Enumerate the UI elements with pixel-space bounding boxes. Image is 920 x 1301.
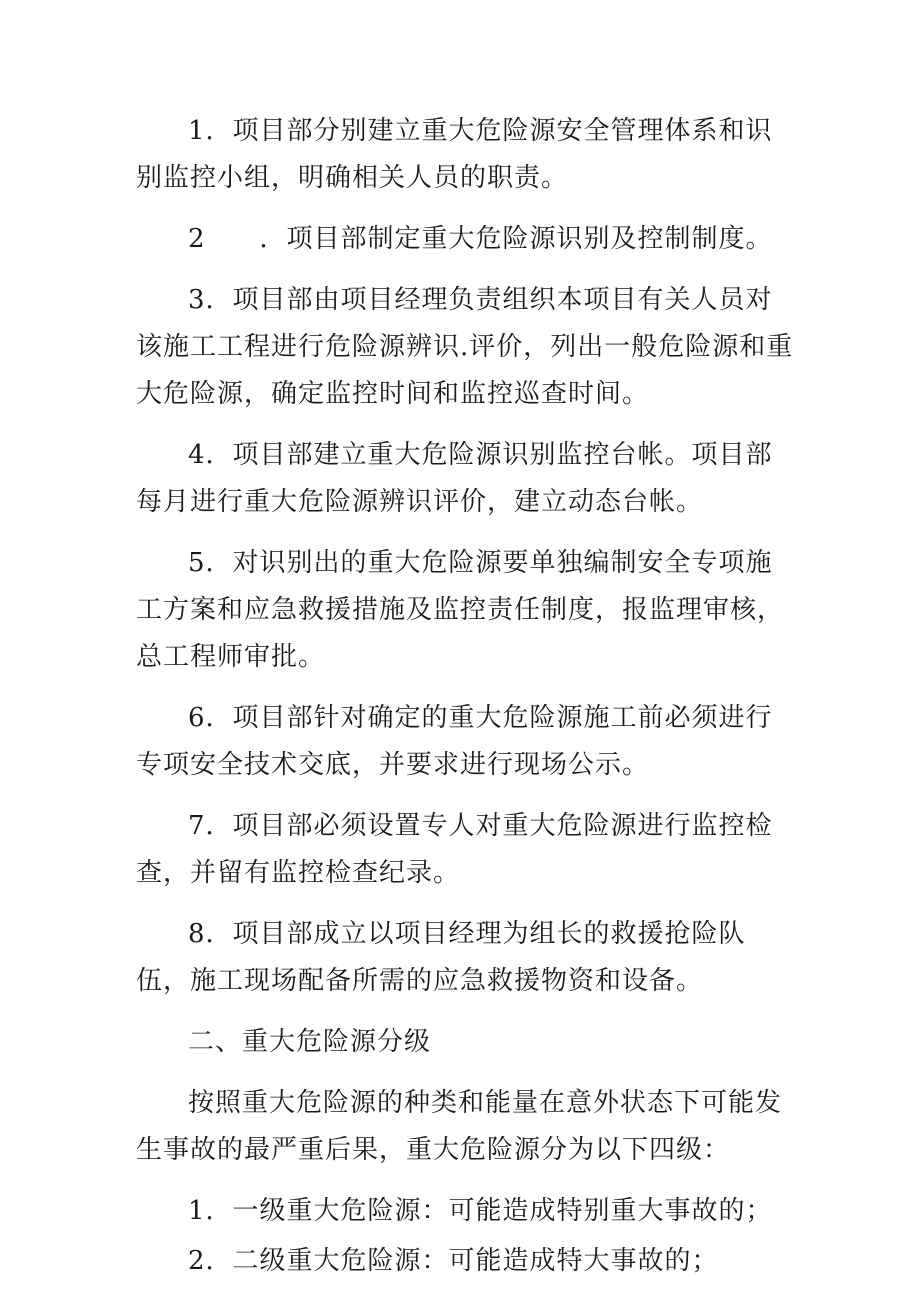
paragraph-item-2: 2 ．项目部制定重大危险源识别及控制制度。	[188, 224, 773, 254]
level-item-1: 1．一级重大危险源：可能造成特别重大事故的；	[188, 1196, 773, 1226]
level-item-2: 2．二级重大危险源：可能造成特大事故的；	[188, 1246, 719, 1276]
paragraph-item-4: 4．项目部建立重大危险源识别监控台帐。项目部每月进行重大危险源辨识评价，建立动态台帐。	[136, 440, 773, 517]
paragraph-item-7: 7．项目部必须设置专人对重大危险源进行监控检查，并留有监控检查纪录。	[136, 811, 773, 888]
document-body	[136, 108, 798, 1288]
paragraph-item-6: 6．项目部针对确定的重大危险源施工前必须进行专项安全技术交底，并要求进行现场公示。	[136, 703, 773, 780]
section-intro-paragraph: 按照重大危险源的种类和能量在意外状态下可能发生事故的最严重后果，重大危险源分为以下四级：	[136, 1088, 783, 1165]
paragraph-item-5: 5．对识别出的重大危险源要单独编制安全专项施工方案和应急救援措施及监控责任制度，报监理审核，总工程师审批。	[136, 548, 785, 672]
section-heading: 二、重大危险源分级	[188, 1027, 432, 1057]
paragraph-item-3: 3．项目部由项目经理负责组织本项目有关人员对该施工工程进行危险源辨识.评价，列出一般危险源和重大危险源，确定监控时间和监控巡查时间。	[136, 285, 794, 409]
paragraph-item-1: 1．项目部分别建立重大危险源安全管理体系和识别监控小组，明确相关人员的职责。	[136, 116, 773, 193]
paragraph-item-8: 8．项目部成立以项目经理为组长的救援抢险队伍，施工现场配备所需的应急救援物资和设备。	[136, 919, 746, 996]
